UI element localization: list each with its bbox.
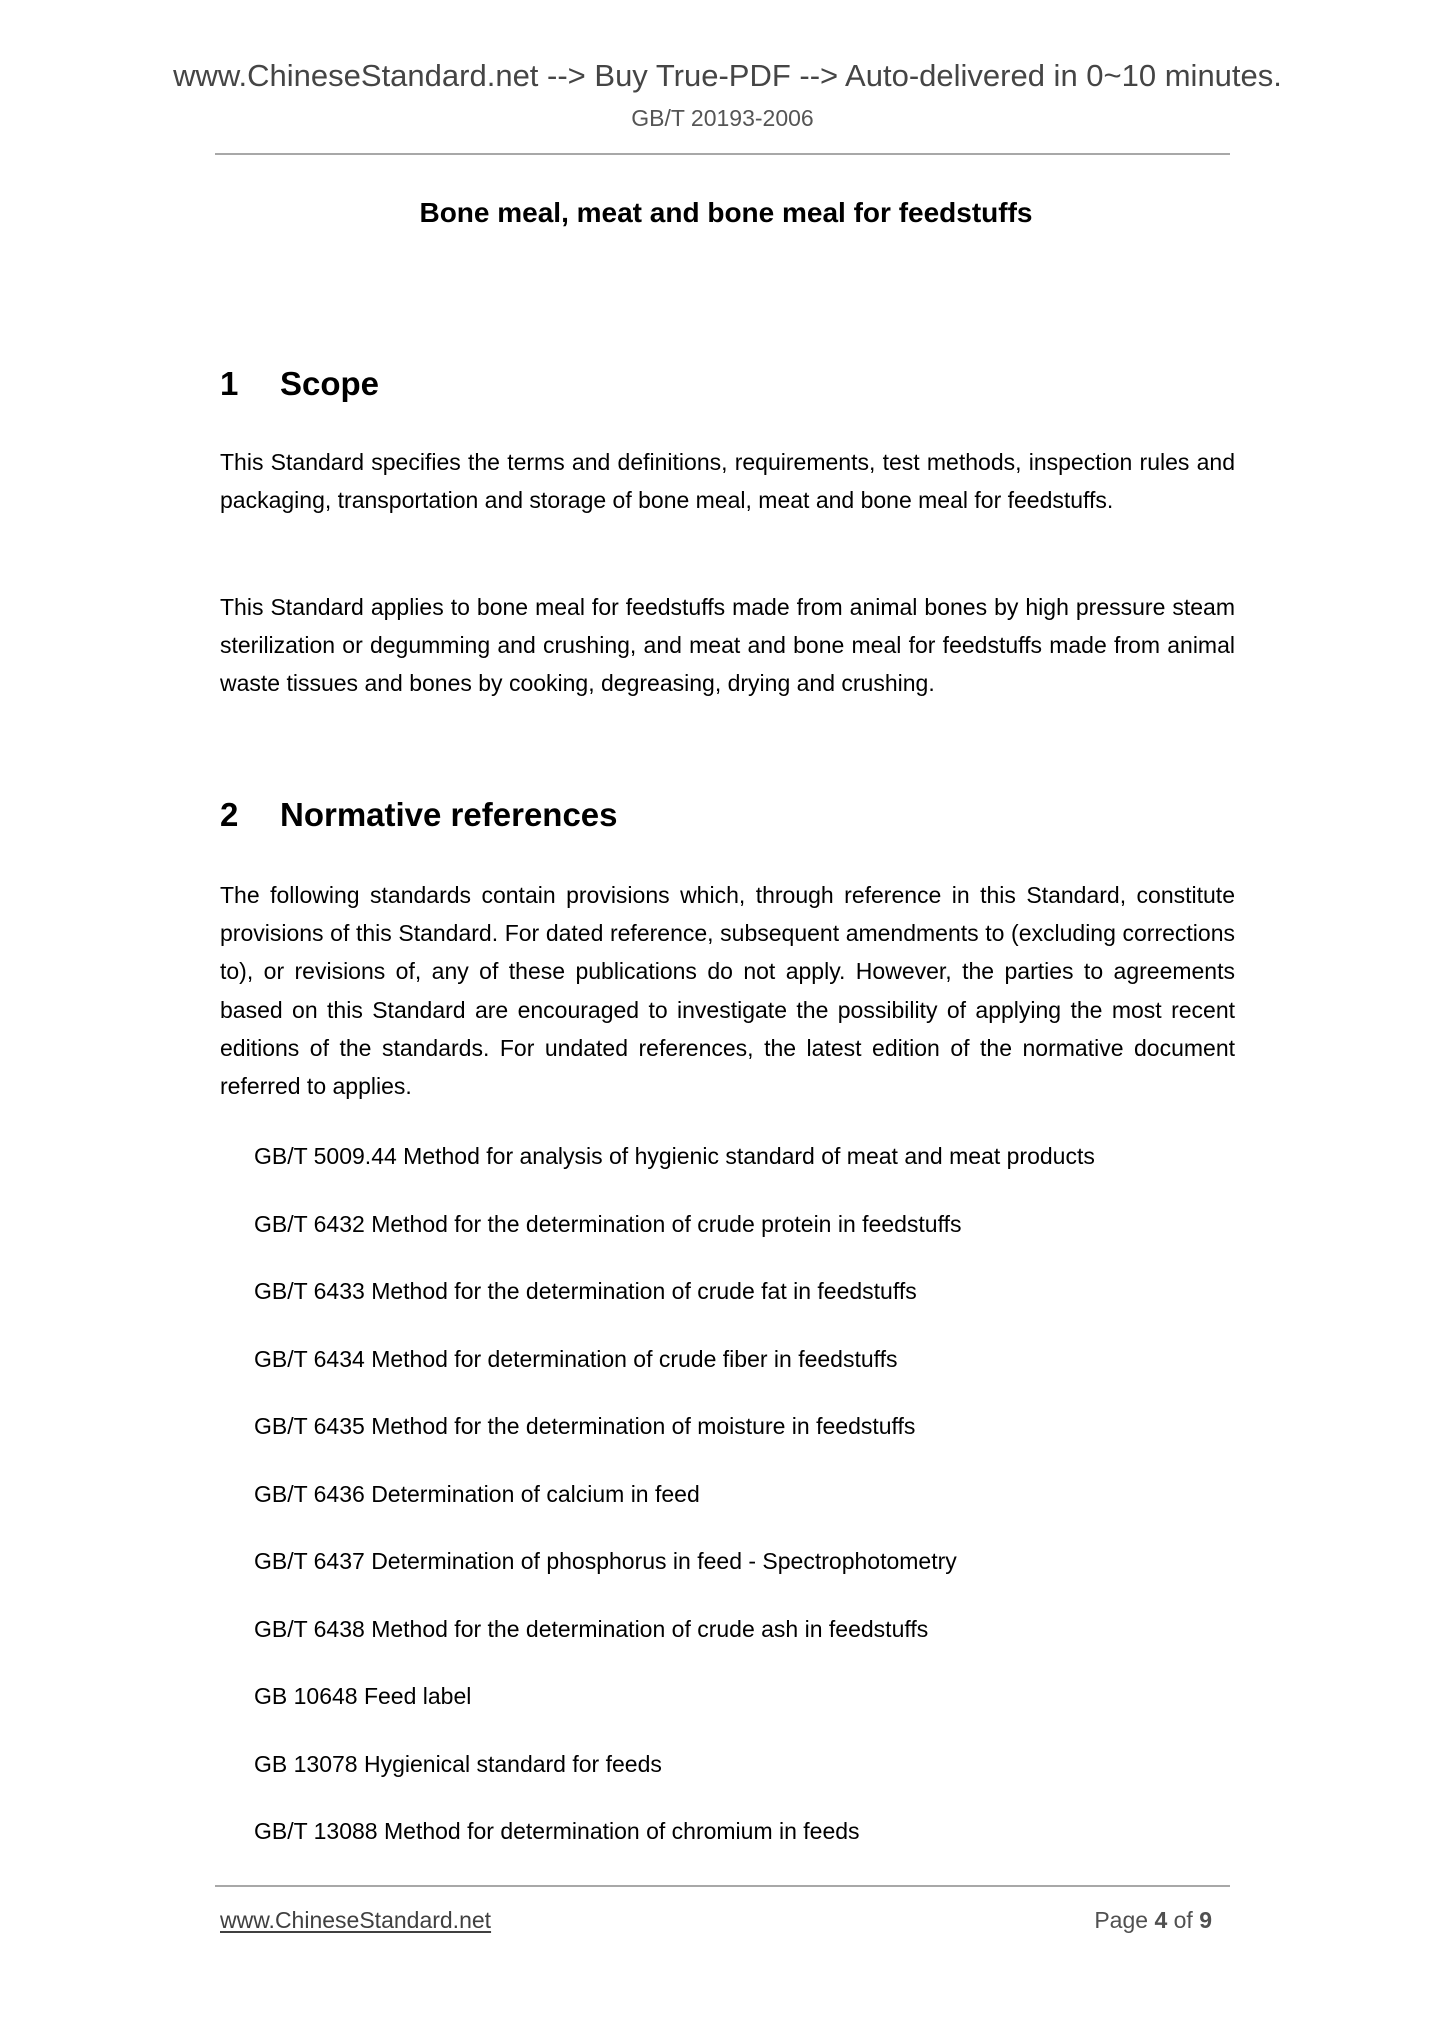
reference-list [254,1141,1095,1884]
reference-item: GB/T 6438 Method for the determination of crude ash in feedstuffs [254,1615,929,1642]
section-number: 1 [220,365,239,402]
normative-references-intro: The following standards contain provisions which, through reference in this Standard, constitute provisions of this Standard. For dated reference, subsequent amendments to (excluding corrections to), or revisions of, any of these publications do not apply. However, the parties to agreements based on this Standard are encouraged to investigate the possibility of applying the most recent editions of the standards. For undated references, the latest edition of the normative document referred to applies. [220,882,1235,1100]
reference-item: GB/T 6432 Method for the determination of crude protein in feedstuffs [254,1210,962,1237]
document-title: Bone meal, meat and bone meal for feedstuffs [419,197,1033,228]
footer-website-link[interactable]: www.ChineseStandard.net [220,1907,492,1933]
scope-paragraph-1: This Standard specifies the terms and definitions, requirements, test methods, inspection rules and packaging, transportation and storage of bone meal, meat and bone meal for feedstuffs. [220,449,1235,514]
reference-item: GB 10648 Feed label [254,1683,472,1709]
section-heading-scope [220,364,379,404]
page-separator: of [1173,1907,1193,1933]
reference-item: GB/T 6437 Determination of phosphorus in feed - Spectrophotometry [254,1548,957,1574]
page-prefix: Page [1094,1907,1149,1933]
reference-item: GB/T 13088 Method for determination of chromium in feeds [254,1818,860,1844]
reference-item: GB/T 6435 Method for the determination of moisture in feedstuffs [254,1413,916,1439]
header-banner: www.ChineseStandard.net --> Buy True-PDF --> Auto-delivered in 0~10 minutes. [173,58,1282,93]
total-pages-number: 9 [1199,1907,1212,1933]
section-heading-normative-references [220,795,618,835]
reference-item: GB/T 6434 Method for determination of crude fiber in feedstuffs [254,1345,898,1372]
current-page-number: 4 [1154,1907,1168,1933]
header-standard-code: GB/T 20193-2006 [631,105,814,131]
scope-paragraph-2: This Standard applies to bone meal for feedstuffs made from animal bones by high pressure steam sterilization or degumming and crushing, and meat and bone meal for feedstuffs made from animal waste tissues and bones by cooking, degreasing, drying and crushing. [220,594,1235,697]
reference-item: GB 13078 Hygienical standard for feeds [254,1750,662,1777]
reference-item: GB/T 6436 Determination of calcium in feed [254,1480,700,1507]
reference-item: GB/T 6433 Method for the determination of crude fat in feedstuffs [254,1278,917,1304]
footer-divider [215,1885,1230,1887]
page-indicator [1094,1905,1212,1935]
header-divider [215,153,1230,155]
section-title: Scope [280,365,380,402]
section-title: Normative references [280,796,618,833]
section-number: 2 [220,796,239,833]
reference-item: GB/T 5009.44 Method for analysis of hygienic standard of meat and meat products [254,1143,1095,1169]
